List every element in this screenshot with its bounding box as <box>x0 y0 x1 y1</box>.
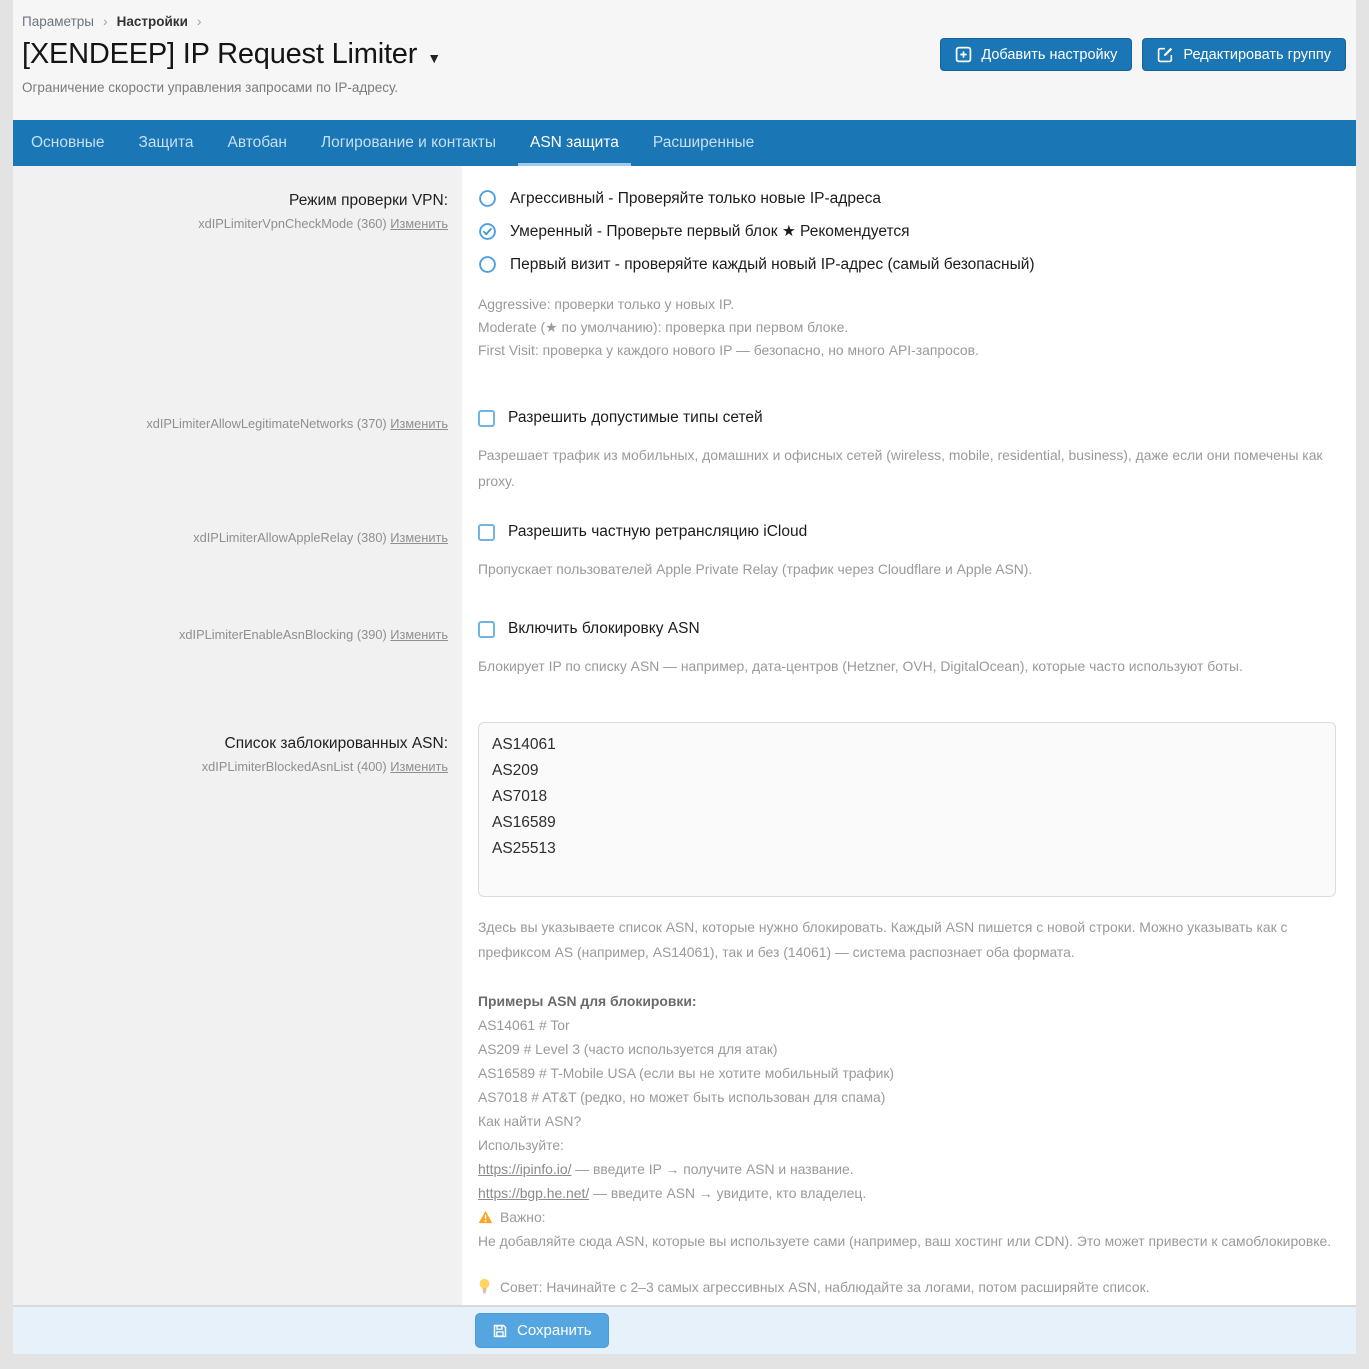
hint-line: Aggressive: проверки только у новых IP. <box>478 296 735 312</box>
save-button[interactable] <box>475 1313 609 1348</box>
option-row-vpn-check-mode <box>13 166 1356 396</box>
hint-line: First Visit: проверка у каждого нового IP — безопасно, но много API-запросов. <box>478 342 979 358</box>
radio-unchecked-icon <box>478 189 497 208</box>
asn-example-line: AS7018 # AT&T (редко, но может быть использован для спама) <box>478 1089 886 1105</box>
ipinfo-link[interactable]: https://ipinfo.io/ <box>478 1161 572 1177</box>
checkbox-label: Разрешить частную ретрансляцию iCloud <box>508 523 808 540</box>
tab-protection[interactable]: Защита <box>138 134 194 151</box>
tab-advanced[interactable]: Расширенные <box>652 134 755 151</box>
asn-example-line: AS14061 # Tor <box>478 1017 570 1033</box>
lightbulb-icon <box>478 1278 491 1295</box>
option-row-allow-legitimate-networks <box>13 396 1356 510</box>
page-title-dropdown[interactable] <box>22 38 441 71</box>
tab-basic[interactable]: Основные <box>31 134 105 151</box>
asn-list-notes <box>478 989 1336 1253</box>
breadcrumb-settings[interactable]: Настройки <box>116 13 188 29</box>
save-floppy-icon <box>492 1323 508 1339</box>
asn-list-label: Список заблокированных ASN: <box>224 735 448 752</box>
form-footer <box>13 1306 1356 1354</box>
bgp-he-net-link[interactable]: https://bgp.he.net/ <box>478 1185 590 1201</box>
asn-how-to-find: Как найти ASN? <box>478 1113 582 1129</box>
allow-legitimate-description: Разрешает трафик из мобильных, домашних и офисных сетей (wireless, mobile, residential, business), даже если они помечены как proxy. <box>478 447 1323 489</box>
breadcrumb-separator-icon: › <box>196 13 202 29</box>
apple-relay-description: Пропускает пользователей Apple Private Relay (трафик через Cloudflare и Apple ASN). <box>478 561 1033 577</box>
asn-examples-title: Примеры ASN для блокировки: <box>478 993 697 1009</box>
allow-legitimate-code: xdIPLimiterAllowLegitimateNetworks (370) <box>146 416 387 431</box>
asn-list-edit-link[interactable]: Изменить <box>390 758 448 774</box>
checkbox-allow-apple-relay[interactable] <box>478 523 1336 541</box>
chevron-down-icon: ▼ <box>427 49 441 66</box>
checkbox-allow-legitimate-networks[interactable] <box>478 409 1336 427</box>
radio-label: Умеренный - Проверьте первый блок ★ Рекомендуется <box>510 223 910 240</box>
asn-example-line: AS16589 # T-Mobile USA (если вы не хотите мобильный трафик) <box>478 1065 895 1081</box>
asn-important-line <box>478 1205 1336 1229</box>
tab-logging-contacts[interactable]: Логирование и контакты <box>320 134 496 151</box>
asn-tip-line <box>478 1278 1336 1295</box>
asn-important-text: Не добавляйте сюда ASN, которые вы используете сами (например, ваш хостинг или CDN). Это может привести к самоблокировке. <box>478 1233 1332 1249</box>
option-row-blocked-asn-list <box>13 717 1356 1305</box>
asn-use-label: Используйте: <box>478 1137 564 1153</box>
breadcrumb-separator-icon: › <box>102 13 108 29</box>
asn-blocking-edit-link[interactable]: Изменить <box>390 627 448 642</box>
radio-label: Агрессивный - Проверяйте только новые IP-адреса <box>510 189 881 207</box>
add-option-label: Добавить настройку <box>981 46 1118 63</box>
edit-group-label: Редактировать группу <box>1183 46 1331 63</box>
hint-line: Moderate (★ по умолчанию): проверка при первом блоке. <box>478 319 849 335</box>
radio-label: Первый визит - проверяйте каждый новый IP-адрес (самый безопасный) <box>510 255 1035 273</box>
asn-list-code: xdIPLimiterBlockedAsnList (400) <box>201 758 387 774</box>
radio-unchecked-icon <box>478 255 497 274</box>
checkbox-enable-asn-blocking[interactable] <box>478 620 1336 638</box>
checkbox-unchecked-icon <box>478 524 495 541</box>
link-note: — введите ASN → увидите, кто владелец. <box>589 1185 867 1201</box>
asn-blocking-code: xdIPLimiterEnableAsnBlocking (390) <box>179 627 387 642</box>
page-description: Ограничение скорости управления запросами по IP-адресу. <box>22 80 399 95</box>
save-button-label: Сохранить <box>517 1322 592 1339</box>
tip-text: Совет: Начинайте с 2–3 самых агрессивных ASN, наблюдайте за логами, потом расширяйте список. <box>500 1278 1150 1295</box>
vpn-mode-hints <box>478 293 1336 362</box>
edit-group-button[interactable] <box>1142 38 1346 71</box>
plus-square-icon <box>955 46 972 63</box>
asn-list-intro: Здесь вы указываете список ASN, которые нужно блокировать. Каждый ASN пишется с новой строки. Можно указывать как с префиксом AS (например, AS14061), так и без (14061) — система распознает оба формата. <box>478 919 1288 960</box>
breadcrumb-options[interactable]: Параметры <box>22 13 94 29</box>
option-row-enable-asn-blocking <box>13 607 1356 717</box>
apple-relay-code: xdIPLimiterAllowAppleRelay (380) <box>193 530 387 545</box>
asn-link-line <box>478 1181 1336 1205</box>
radio-checked-icon <box>478 222 497 241</box>
checkbox-label: Разрешить допустимые типы сетей <box>508 409 763 426</box>
important-label: Важно: <box>500 1209 546 1225</box>
add-option-button[interactable] <box>940 38 1132 71</box>
vpn-mode-label: Режим проверки VPN: <box>289 192 448 209</box>
options-tab-bar <box>13 120 1356 166</box>
asn-link-line <box>478 1157 1336 1181</box>
edit-pencil-icon <box>1157 46 1174 63</box>
option-row-allow-apple-relay <box>13 510 1356 607</box>
radio-vpn-moderate-selected[interactable] <box>478 215 1336 248</box>
page-header <box>13 0 1356 120</box>
tab-autoban[interactable]: Автобан <box>227 134 287 151</box>
radio-vpn-aggressive[interactable] <box>478 182 1336 215</box>
checkbox-unchecked-icon <box>478 410 495 427</box>
checkbox-label: Включить блокировку ASN <box>508 620 700 637</box>
admin-options-page <box>13 0 1356 1354</box>
vpn-mode-code: xdIPLimiterVpnCheckMode (360) <box>198 215 387 231</box>
radio-vpn-first-visit[interactable] <box>478 248 1336 281</box>
tab-asn-protection[interactable]: ASN защита <box>513 120 636 166</box>
checkbox-unchecked-icon <box>478 621 495 638</box>
options-form <box>13 166 1356 1306</box>
asn-blocking-description: Блокирует IP по списку ASN — например, дата-центров (Hetzner, OVH, DigitalOcean), которые часто используют боты. <box>478 658 1243 674</box>
link-note: — введите IP → получите ASN и название. <box>571 1161 854 1177</box>
apple-relay-edit-link[interactable]: Изменить <box>390 530 448 545</box>
vpn-mode-edit-link[interactable]: Изменить <box>390 215 448 231</box>
breadcrumb <box>22 13 1346 29</box>
blocked-asn-list-textarea[interactable] <box>478 722 1336 897</box>
allow-legitimate-edit-link[interactable]: Изменить <box>390 416 448 431</box>
warning-triangle-icon <box>478 1210 493 1224</box>
page-title: [XENDEEP] IP Request Limiter <box>22 38 418 70</box>
asn-example-line: AS209 # Level 3 (часто используется для атак) <box>478 1041 778 1057</box>
